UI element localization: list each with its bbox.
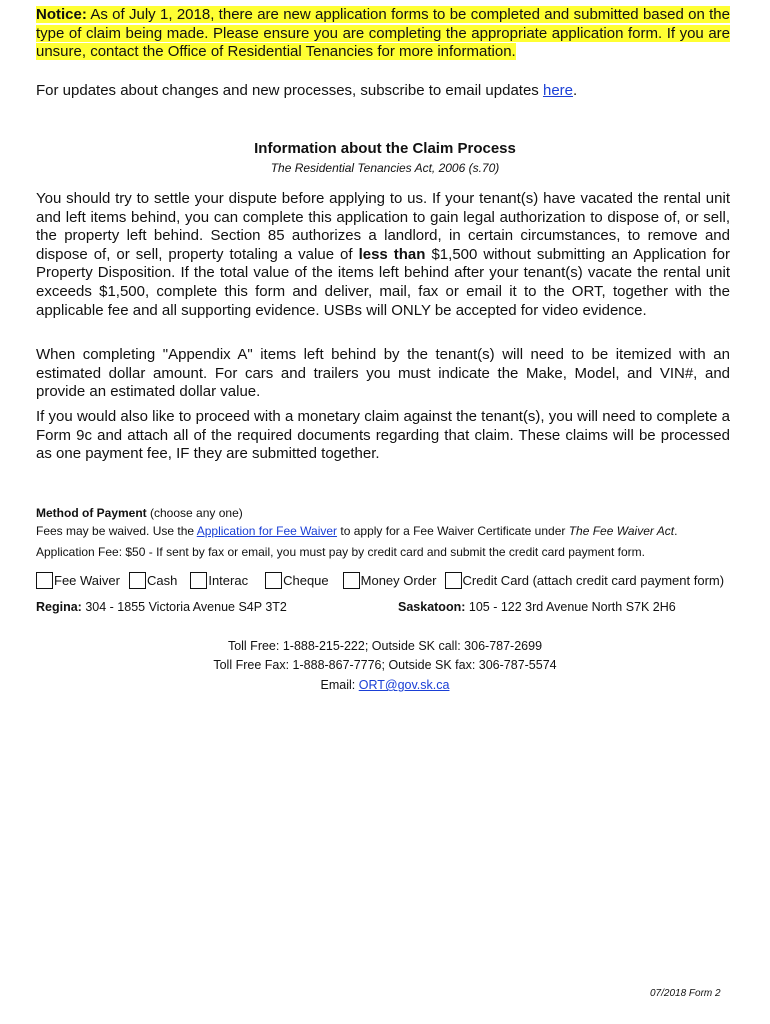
- updates-text: For updates about changes and new processes, subscribe to email updates: [36, 82, 539, 99]
- contact-email-line: [0, 678, 770, 692]
- option-money-order[interactable]: [343, 572, 437, 589]
- waiver-act: The Fee Waiver Act: [568, 524, 675, 538]
- option-interac[interactable]: [190, 572, 248, 589]
- application-fee-line: Application Fee: $50 - If sent by fax or email, you must pay by credit card and submit the credit card payment form.: [36, 545, 645, 559]
- saskatoon-addr: 105 - 122 3rd Avenue North S7K 2H6: [468, 600, 676, 614]
- checkbox-credit-card[interactable]: [445, 572, 462, 589]
- option-label: Interac: [208, 573, 249, 588]
- option-label: Money Order: [360, 573, 437, 588]
- email-label: Email:: [320, 678, 356, 692]
- subscribe-link[interactable]: here: [542, 82, 574, 99]
- option-label: Cheque: [283, 573, 329, 588]
- updates-end: .: [573, 82, 578, 99]
- intro-bold: less than: [358, 245, 426, 263]
- intro-part2: $1,500 without submitting an Application for Property Disposition. If the total value of the items left behind after your tenant(s) vacate the rental unit exceeds $1,500, complete this form and deliver, mail, fax or email it to the ORT, together with the applicable fee and all supporting evidence. USBs will ONLY be accepted for video evidence.: [36, 245, 731, 319]
- payment-heading: [36, 506, 243, 520]
- contact-fax: Toll Free Fax: 1-888-867-7776; Outside SK fax: 306-787-5574: [213, 658, 557, 672]
- fee-waiver-link[interactable]: Application for Fee Waiver: [196, 524, 338, 538]
- waiver-end: .: [674, 524, 678, 538]
- option-label: Credit Card (attach credit card payment form): [462, 573, 725, 588]
- checkbox-cash[interactable]: [129, 572, 146, 589]
- saskatoon-address: [398, 600, 676, 614]
- waiver-pre: Fees may be waived. Use the: [36, 524, 195, 538]
- regina-label: Regina:: [36, 600, 82, 614]
- form-footer: 07/2018 Form 2: [650, 988, 721, 999]
- checkbox-money-order[interactable]: [343, 572, 360, 589]
- option-cheque[interactable]: [265, 572, 329, 589]
- checkbox-cheque[interactable]: [265, 572, 282, 589]
- option-credit-card[interactable]: [445, 572, 725, 589]
- regina-address: [36, 600, 287, 614]
- contact-phone: Toll Free: 1-888-215-222; Outside SK call: 306-787-2699: [227, 639, 543, 653]
- checkbox-fee-waiver[interactable]: [36, 572, 53, 589]
- email-link[interactable]: ORT@gov.sk.ca: [358, 678, 450, 692]
- option-cash[interactable]: [129, 572, 177, 589]
- regina-addr: 304 - 1855 Victoria Avenue S4P 3T2: [85, 600, 287, 614]
- saskatoon-label: Saskatoon:: [398, 600, 466, 614]
- intro-paragraph: [36, 190, 730, 320]
- notice-text: As of July 1, 2018, there are new application forms to be completed and submitted based on the type of claim being made. Please ensure you are completing the appropriate application form. If you are unsure, contact the Office of Residential Tenancies for more information.: [36, 6, 730, 60]
- page-title: Information about the Claim Process: [254, 140, 516, 157]
- appendix-paragraph: When completing "Appendix A" items left behind by the tenant(s) will need to be itemized with an estimated dollar amount. For cars and trailers you must indicate the Make, Model, and VIN#, and provide an estimated dollar value.: [36, 346, 730, 401]
- notice-label: Notice:: [36, 6, 87, 23]
- notice-block: [36, 6, 730, 62]
- payment-heading-note: (choose any one): [150, 506, 243, 520]
- option-label: Fee Waiver: [54, 573, 120, 588]
- waiver-mid: to apply for a Fee Waiver Certificate under: [340, 524, 566, 538]
- fee-waiver-line: [36, 524, 677, 538]
- option-label: Cash: [146, 573, 178, 588]
- checkbox-interac[interactable]: [190, 572, 207, 589]
- payment-options: [36, 572, 724, 589]
- updates-line: [36, 82, 577, 99]
- page-subtitle: The Residential Tenancies Act, 2006 (s.70): [270, 161, 500, 175]
- payment-heading-label: Method of Payment: [36, 506, 147, 520]
- option-fee-waiver[interactable]: [36, 572, 120, 589]
- monetary-claim-paragraph: If you would also like to proceed with a monetary claim against the tenant(s), you will need to complete a Form 9c and attach all of the required documents regarding that claim. These claims will be processed as one payment fee, IF they are submitted together.: [36, 408, 730, 463]
- intro-part1: You should try to settle your dispute before applying to us. If your tenant(s) have vacated the rental unit and left items behind, you can complete this application to gain legal authorization to dispose of, or sell, the property left behind. Section 85 authorizes a landlord, in certain circumstances, to remove and dispose of, or sell, property totaling a value of: [36, 190, 730, 263]
